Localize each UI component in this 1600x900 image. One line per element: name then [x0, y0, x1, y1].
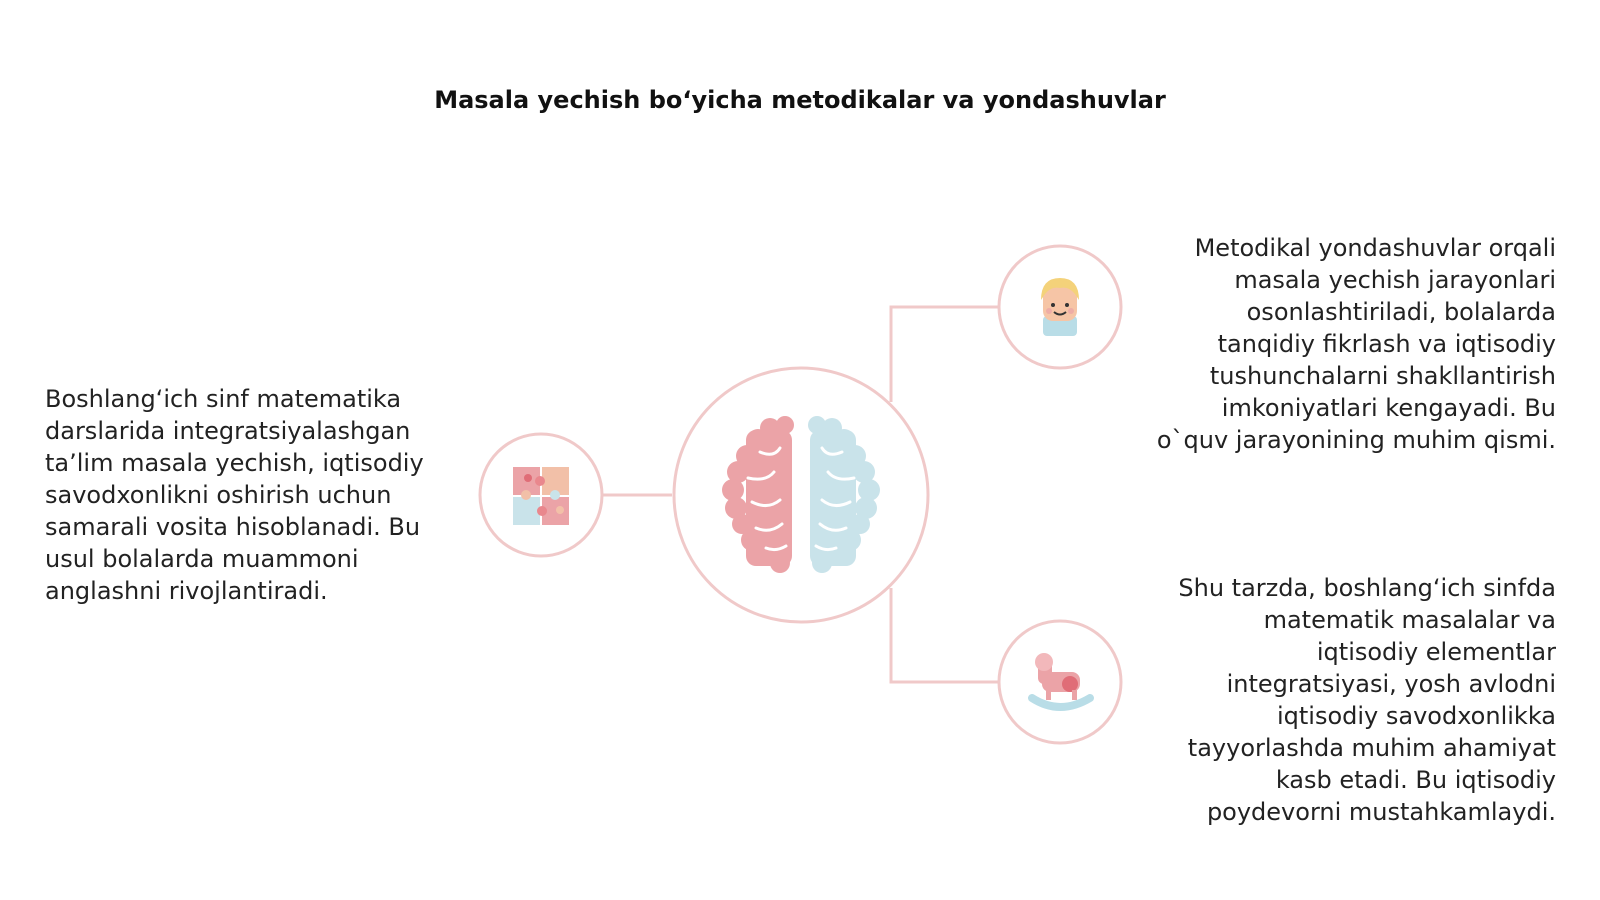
center-node [674, 368, 928, 622]
right-bottom-description: Shu tarzda, boshlang‘ich sinfda matematik masalalar va iqtisodiy elementlar integratsiyasi, yosh avlodni iqtisodiy savodxonlikka tayyorlashda muhim ahamiyat kasb etadi. Bu iqtisodiy poydevorni mustahkamlaydi. [1178, 574, 1556, 826]
child-face-icon [1041, 278, 1079, 336]
left-node [480, 434, 602, 556]
right-top-description: Metodikal yondashuvlar orqali masala yechish jarayonlari osonlashtiriladi, bolalarda tanqidiy fikrlash va iqtisodiy tushunchalarni shakllantirish imkoniyatlari kengayadi. Bu o`quv jarayonining muhim qismi. [1156, 234, 1556, 454]
bottom-right-node [999, 621, 1121, 743]
page-title: Masala yechish bo‘yicha metodikalar va yondashuvlar [434, 86, 1166, 114]
connector-bottom-right [891, 588, 998, 682]
connector-top-right [891, 307, 998, 402]
left-description: Boshlang‘ich sinf matematika darslarida integratsiyalashgan ta’lim masala yechish, iqtisodiy savodxonlikni oshirish uchun samarali vosita hisoblanadi. Bu usul bolalarda muammoni anglashni rivojlantiradi. [45, 385, 424, 605]
top-right-node [999, 246, 1121, 368]
